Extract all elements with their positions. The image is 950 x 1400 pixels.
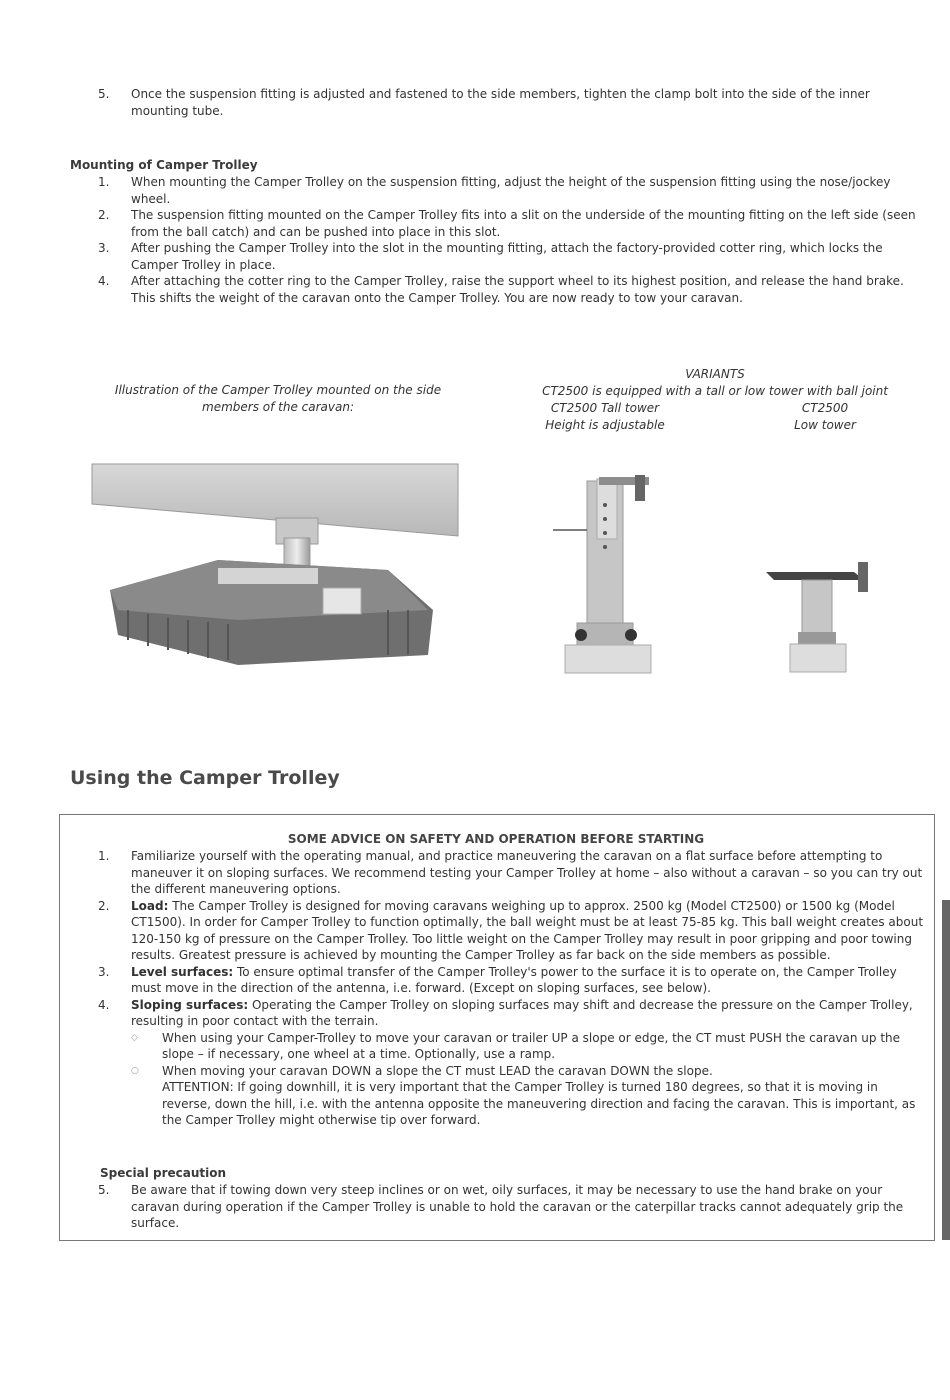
item-number: 4. [98, 274, 110, 288]
low-tower-name: CT2500 [801, 401, 849, 415]
item-text: Be aware that if towing down very steep inclines or on wet, oily surfaces, it may be necessary to use the hand brake on your caravan during operation if the Camper Trolley is unable to hold the caravan or the caterpillar tracks cannot adequately grip the surface. [131, 1183, 904, 1230]
list-item [98, 848, 928, 898]
list-item [98, 174, 928, 207]
special-precaution-heading: Special precaution [100, 1166, 227, 1180]
item-text: When mounting the Camper Trolley on the suspension fitting, adjust the height of the suspension fitting using the nose/jockey wheel. [131, 175, 891, 206]
low-tower-image [760, 560, 880, 675]
variants-subtitle: CT2500 is equipped with a tall or low tower with ball joint [542, 384, 888, 398]
bullet-text: When moving your caravan DOWN a slope the CT must LEAD the caravan DOWN the slope. [162, 1063, 713, 1078]
item-number: 2. [98, 208, 110, 222]
advice-heading: SOME ADVICE ON SAFETY AND OPERATION BEFORE STARTING [287, 832, 705, 846]
suspension-step-5 [98, 86, 928, 119]
list-item [98, 207, 928, 240]
item-text: After pushing the Camper Trolley into the slot in the mounting fitting, attach the factory-provided cotter ring, which locks the Camper Trolley in place. [131, 241, 883, 272]
item-number: 4. [98, 997, 110, 1012]
scan-edge-shadow [942, 900, 950, 1240]
tall-tower-note: Height is adjustable [545, 418, 665, 432]
list-item [98, 273, 928, 306]
variants-title: VARIANTS [685, 367, 745, 381]
tall-tower-name: CT2500 Tall tower [550, 401, 660, 415]
item-label: Sloping surfaces: [131, 997, 249, 1012]
item-number: 3. [98, 241, 110, 255]
mounting-heading: Mounting of Camper Trolley [70, 158, 258, 172]
section-title: Using the Camper Trolley [70, 767, 340, 789]
item-number: 5. [98, 1183, 110, 1197]
diamond-bullet-icon: ◇ [131, 1032, 138, 1043]
attention-text: ATTENTION: If going downhill, it is very important that the Camper Trolley is turned 180 degrees, so that it is moving in reverse, down the hill, i.e. with the antenna opposite the maneuvering direction and facing the caravan. This is important, as the Camper Trolley might otherwise tip over forward. [162, 1080, 916, 1127]
item-number: 1. [98, 175, 110, 189]
special-precaution-list [98, 1182, 928, 1232]
item-number: 1. [98, 849, 110, 863]
list-item [98, 964, 928, 997]
item-text: Operating the Camper Trolley on sloping surfaces may shift and decrease the pressure on the Camper Trolley, resulting in poor contact with the terrain. [131, 997, 913, 1028]
step-text: Once the suspension fitting is adjusted and fastened to the side members, tighten the clamp bolt into the side of the inner mounting tube. [131, 87, 870, 118]
bullet-text: When using your Camper-Trolley to move your caravan or trailer UP a slope or edge, the CT must PUSH the caravan up the slope – if necessary, one wheel at a time. Optionally, use a ramp. [162, 1030, 901, 1061]
low-tower-note: Low tower [794, 418, 856, 432]
bullet-item [131, 1030, 928, 1063]
circle-bullet-icon: ○ [131, 1065, 139, 1076]
tall-tower-image [545, 475, 665, 675]
item-text: The suspension fitting mounted on the Camper Trolley fits into a slit on the underside of the mounting fitting on the left side (seen from the ball catch) and can be pushed into place in this slot. [131, 208, 916, 239]
item-label: Load: [131, 898, 169, 913]
item-label: Level surfaces: [131, 964, 234, 979]
list-item [98, 240, 928, 273]
item-text: After attaching the cotter ring to the Camper Trolley, raise the support wheel to its highest position, and release the hand brake. This shifts the weight of the caravan onto the Camper Trolley. You are now ready to tow your caravan. [131, 274, 904, 305]
item-text: Familiarize yourself with the operating manual, and practice maneuvering the caravan on a flat surface before attempting to maneuver it on sloping surfaces. We recommend testing your Camper Trolley at home – also without a caravan – so you can try out the different maneuvering options. [131, 849, 923, 896]
step-number: 5. [98, 87, 110, 101]
mounting-list [98, 174, 928, 306]
list-item [98, 1182, 928, 1232]
bullet-item [131, 1063, 928, 1129]
list-item [98, 898, 928, 964]
item-text: The Camper Trolley is designed for moving caravans weighing up to approx. 2500 kg (Model CT2500) or 1500 kg (Model CT1500). In order for Camper Trolley to function optimally, the ball weight must be at least 75-85 kg. This ball weight creates about 120-150 kg of pressure on the Camper Trolley. Too little weight on the Camper Trolley may result in poor gripping and poor towing results. Greatest pressure is achieved by mounting the Camper Trolley as far back on the side members as possible. [131, 898, 924, 962]
list-item [98, 997, 928, 1030]
item-number: 2. [98, 898, 110, 913]
illustration-caption: Illustration of the Camper Trolley mounted on the side members of the caravan: [114, 383, 442, 414]
advice-list [98, 848, 928, 1129]
item-number: 3. [98, 964, 110, 979]
item-text: To ensure optimal transfer of the Camper Trolley's power to the surface it is to operate on, the Camper Trolley must move in the direction of the antenna, i.e. forward. (Except on sloping surfaces, see below). [131, 964, 897, 995]
camper-trolley-illustration [88, 460, 463, 670]
